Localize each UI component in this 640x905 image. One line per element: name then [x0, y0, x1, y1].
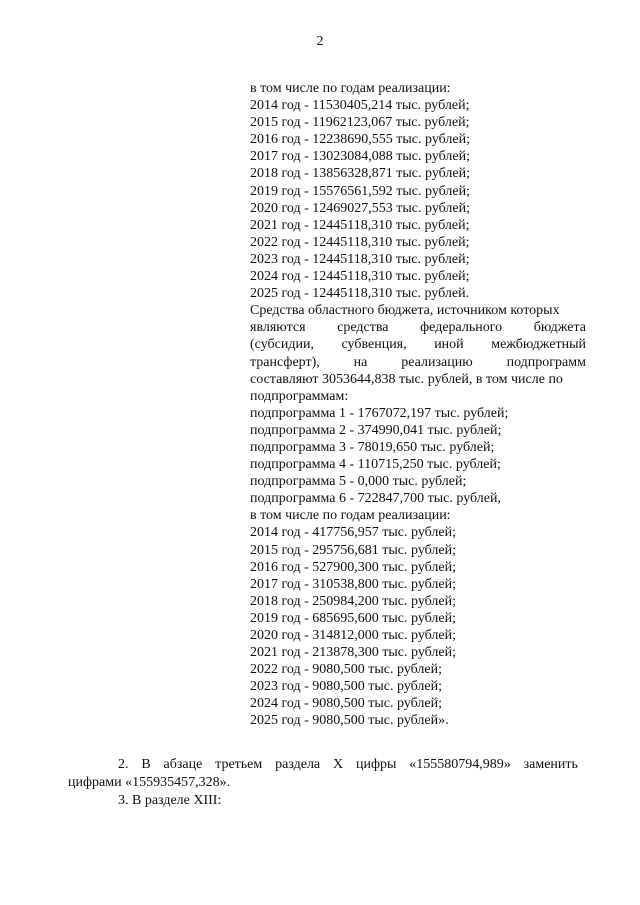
word: раздела [275, 757, 321, 772]
word: трансферт), [250, 354, 320, 370]
year-line: 2015 год - 11962123,067 тыс. рублей; [250, 115, 470, 131]
year-line: 2017 год - 310538,800 тыс. рублей; [250, 576, 457, 592]
federal-paragraph-line: Средства областного бюджета, источником которых [250, 303, 560, 319]
word: 2. [118, 757, 129, 772]
word: (субсидии, [250, 337, 314, 353]
years-list [250, 97, 586, 302]
amendment-line: 3. В разделе XIII: [118, 793, 222, 808]
amendment-line: цифрами «155935457,328». [68, 774, 231, 790]
year-line: 2014 год - 417756,957 тыс. рублей; [250, 525, 457, 541]
word: бюджета [533, 320, 586, 336]
word: абзаце [163, 757, 203, 772]
subprogram-line: подпрограмма 2 - 374990,041 тыс. рублей; [250, 422, 502, 438]
year-line: 2024 год - 12445118,310 тыс. рублей; [250, 269, 470, 285]
year-line: 2020 год - 12469027,553 тыс. рублей; [250, 200, 471, 216]
federal-paragraph-line [250, 319, 586, 336]
year-line: 2021 год - 213878,300 тыс. рублей; [250, 645, 457, 661]
amendment-item-3 [0, 792, 640, 810]
word: на [353, 354, 368, 370]
year-line: 2014 год - 11530405,214 тыс. рублей; [250, 98, 470, 114]
word: реализацию [401, 354, 473, 370]
year-line: 2019 год - 15576561,592 тыс. рублей; [250, 183, 471, 199]
word: межбюджетный [491, 337, 586, 353]
years-list [250, 524, 586, 729]
subprogram-line: подпрограмма 1 - 1767072,197 тыс. рублей; [250, 405, 509, 421]
year-line: 2024 год - 9080,500 тыс. рублей; [250, 696, 443, 712]
word: средства [337, 320, 389, 336]
subprogram-line: подпрограмма 4 - 110715,250 тыс. рублей; [250, 457, 501, 473]
year-line: 2025 год - 9080,500 тыс. рублей». [250, 713, 449, 729]
federal-paragraph-line: подпрограммам: [250, 388, 349, 404]
years-heading: в том числе по годам реализации: [250, 508, 451, 524]
year-line: 2023 год - 9080,500 тыс. рублей; [250, 679, 443, 695]
year-line: 2017 год - 13023084,088 тыс. рублей; [250, 149, 471, 165]
year-line: 2018 год - 250984,200 тыс. рублей; [250, 593, 457, 609]
financing-block [250, 80, 586, 730]
federal-paragraph-line [250, 336, 586, 353]
word: третьем [215, 757, 263, 772]
amendment-item-2 [0, 756, 640, 791]
word: субвенция, [341, 337, 407, 353]
word: В [141, 757, 151, 772]
federal-paragraph-line: составляют 3053644,838 тыс. рублей, в том числе по [250, 371, 563, 387]
year-line: 2023 год - 12445118,310 тыс. рублей; [250, 251, 470, 267]
word: X [332, 757, 344, 772]
word: «155580794,989» [409, 757, 511, 772]
years-heading: в том числе по годам реализации: [250, 81, 451, 96]
word: подпрограмм [506, 354, 586, 370]
year-line: 2018 год - 13856328,871 тыс. рублей; [250, 166, 471, 182]
word: заменить [523, 757, 578, 772]
year-line: 2022 год - 12445118,310 тыс. рублей; [250, 234, 470, 250]
year-line: 2022 год - 9080,500 тыс. рублей; [250, 662, 443, 678]
subprogram-line: подпрограмма 5 - 0,000 тыс. рублей; [250, 474, 467, 490]
word: являются [250, 320, 306, 336]
year-line: 2016 год - 527900,300 тыс. рублей; [250, 559, 457, 575]
subprogram-list [250, 405, 586, 508]
year-line: 2025 год - 12445118,310 тыс. рублей. [250, 286, 470, 302]
page-number: 2 [316, 34, 324, 49]
year-line: 2016 год - 12238690,555 тыс. рублей; [250, 132, 471, 148]
year-line: 2021 год - 12445118,310 тыс. рублей; [250, 217, 470, 233]
federal-paragraph-line [250, 354, 586, 371]
year-line: 2015 год - 295756,681 тыс. рублей; [250, 542, 457, 558]
amendment-line [118, 756, 578, 774]
year-line: 2020 год - 314812,000 тыс. рублей; [250, 628, 457, 643]
year-line: 2019 год - 685695,600 тыс. рублей; [250, 610, 457, 626]
word: федерального [420, 320, 503, 336]
subprogram-line: подпрограмма 3 - 78019,650 тыс. рублей; [250, 439, 495, 455]
word: цифры [355, 757, 397, 772]
subprogram-line: подпрограмма 6 - 722847,700 тыс. рублей, [250, 491, 501, 507]
word: иной [434, 337, 464, 353]
